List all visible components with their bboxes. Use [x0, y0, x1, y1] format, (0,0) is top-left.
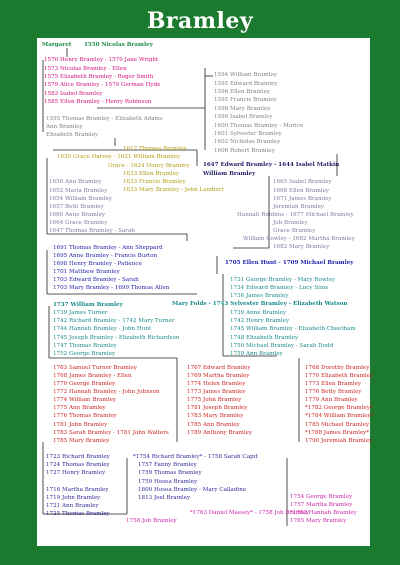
person-entry: 1633 Francis Bramley: [123, 179, 186, 185]
person-entry: 1790 Jeremiah Bramley: [305, 438, 373, 444]
person-entry: 1742 Henry Bramley: [230, 318, 290, 324]
person-entry: 1668 Ellen Bramley: [273, 188, 330, 194]
person-entry: 1747 Thomas Bramley: [53, 343, 117, 349]
person-entry: *1784 William Bramley*: [305, 413, 374, 419]
person-entry: 1773 James Bramley: [187, 389, 246, 395]
person-entry: 1789 Anthony Bramley: [187, 430, 253, 436]
person-entry: 1703 Edward Bramley - Sarah: [53, 277, 139, 283]
person-entry: 1602 Nicholas Bramley: [214, 139, 281, 145]
person-entry: 1647 Thomas Bramley - Sarah: [49, 228, 135, 234]
person-entry: 1739 Anne Bramley: [230, 310, 287, 316]
person-entry: 1598 Mary Bramley: [214, 106, 271, 112]
person-entry: 1600 Thomas Bramley - Morice: [214, 123, 304, 129]
person-entry: 1657 Beth Bramley: [49, 204, 104, 210]
person-entry: 1617 Thomas Bramley: [123, 146, 187, 152]
person-entry: 1647 Edward Bramley - 1644 Isabel Matkin: [203, 162, 340, 168]
person-entry: 1781 Joseph Bramley: [187, 405, 248, 411]
family-tree-sheet: [37, 38, 374, 546]
person-entry: 1665 Isabel Bramley: [273, 179, 332, 185]
person-entry: 1654 William Bramley: [49, 196, 112, 202]
person-entry: 1671 James Bramley: [273, 196, 332, 202]
person-entry: 1703 Mary Bramley - 1699 Thomas Allen: [53, 285, 170, 291]
person-entry: 1723 Richard Bramley: [46, 454, 110, 460]
person-entry: 1719 John Bramley: [46, 495, 101, 501]
person-entry: *1754 Richard Bramley* - 1758 Sarah Capit: [133, 454, 258, 460]
person-entry: 1770 George Bramley: [53, 381, 116, 387]
person-entry: Elizabeth Bramley: [46, 132, 99, 138]
person-entry: 1813 Joel Bramley: [138, 495, 191, 501]
person-entry: 1596 Ellen Bramley: [214, 89, 271, 95]
person-entry: 1695 Anne Bramley - Francis Burton: [53, 253, 158, 259]
person-entry: William Cowley - 1682 Martha Bramley: [243, 236, 355, 242]
person-entry: 1650 Ann Bramley: [49, 179, 102, 185]
person-entry: 1595 Edward Bramley: [214, 81, 278, 87]
person-entry: *1782 George Bramley*: [305, 405, 373, 411]
person-entry: 1727 Henry Bramley: [46, 470, 106, 476]
person-entry: 1599 Isabel Bramley: [214, 114, 273, 120]
person-entry: 1754 George Bramley: [290, 494, 353, 500]
person-entry: 1752 George Bramley: [53, 351, 116, 357]
person-entry: 1758 Job Bramley: [126, 518, 177, 524]
person-entry: 1570 Henry Bramley - 1570 Jane Wright: [44, 57, 159, 63]
person-entry: 1768 James Bramley - Ellen: [53, 373, 132, 379]
person-entry: 1633 Ellen Bramley: [123, 171, 180, 177]
person-entry: Hannah Robbins - 1677 Michael Bramley: [237, 212, 354, 218]
person-entry: 1601 Sylvester Bramley: [214, 131, 282, 137]
person-entry: 1759 Ann Bramley: [230, 351, 283, 357]
person-entry: 1776 Thomas Bramley: [53, 413, 117, 419]
person-entry: 1779 Ann Bramley: [305, 397, 358, 403]
person-entry: 1785 Mary Bramley: [53, 438, 110, 444]
person-entry: 1783 Mary Bramley: [187, 413, 244, 419]
person-entry: 1734 Edward Bramley - Lucy Sims: [230, 285, 329, 291]
person-entry: Ann Bramley: [46, 124, 83, 130]
person-entry: 1731 George Bramley - Mary Rowley: [230, 277, 335, 283]
person-entry: 1606 Robert Bramley: [214, 148, 275, 154]
person-entry: 1783 Sarah Bramley - 1781 John Walters: [53, 430, 169, 436]
person-entry: 1701 Matthew Bramley: [53, 269, 120, 275]
person-entry: 1770 Elizabeth Bramley: [305, 373, 374, 379]
person-entry: *1762 Hannah Bramley: [290, 510, 357, 516]
person-entry: Mary Folds - 1743 Sylvester Bramley - Elizabeth Watson: [172, 301, 348, 307]
person-entry: William Bramley: [203, 171, 256, 177]
person-entry: 1744 Hannah Bramley - John Hunt: [53, 326, 152, 332]
person-entry: 1759 Thomas Bramley: [138, 470, 202, 476]
person-entry: 1585 Ellen Bramley - Henry Robinson: [44, 99, 152, 105]
person-entry: 1682 Mary Bramley: [273, 244, 330, 250]
person-entry: 1776 Betty Bramley: [305, 389, 362, 395]
person-entry: 1595 Thomas Bramley - Elizabeth Adams: [46, 116, 163, 122]
person-entry: 1579 Alice Bramley - 1579 German Hyde: [44, 82, 161, 88]
person-entry: 1774 Helen Bramley: [187, 381, 246, 387]
person-entry: 1739 James Turner: [53, 310, 108, 316]
person-entry: 1691 Thomas Bramley - Ann Sheppard: [53, 245, 163, 251]
person-entry: 1800 Hosea Bramley - Mary Calladine: [138, 487, 247, 493]
person-entry: 1745 William Bramley - Elizabeth Cheetham: [230, 326, 356, 332]
person-entry: 1775 Ann Bramley: [53, 405, 106, 411]
person-entry: 1633 Mary Bramley - John Lambert: [123, 187, 224, 193]
person-entry: Job Bramley: [273, 220, 308, 226]
person-entry: 1781 John Bramley: [53, 422, 108, 428]
person-entry: 1748 Elizabeth Bramley: [230, 335, 299, 341]
person-entry: 1594 William Bramley: [214, 72, 277, 78]
person-entry: 1772 Hannah Bramley - John Johnson: [53, 389, 160, 395]
person-entry: 1765 Mary Bramley: [290, 518, 347, 524]
person-entry: 1575 Elizabeth Bramley - Roger Smith: [44, 74, 154, 80]
person-entry: 1767 Edward Bramley: [187, 365, 251, 371]
person-entry: 1664 Grace Bramley: [49, 220, 108, 226]
person-entry: 1785 Ann Bramley: [187, 422, 240, 428]
person-entry: 1583 Isabel Bramley: [44, 91, 103, 97]
person-entry: 1757 Martha Bramley: [290, 502, 353, 508]
person-entry: 1721 Ann Bramley: [46, 503, 99, 509]
person-entry: 1698 Henry Bramley - Patience: [53, 261, 142, 267]
person-entry: 1785 Michael Bramley: [305, 422, 370, 428]
person-entry: 1620 Grace Darvey - 1621 William Bramley: [57, 154, 181, 160]
person-entry: Jeremiah Bramley: [273, 204, 325, 210]
person-entry: 1725 Thomas Bramley: [46, 511, 110, 517]
person-entry: 1775 John Bramley: [187, 397, 242, 403]
person-entry: Margaret: [42, 42, 72, 48]
person-entry: 1774 William Bramley: [53, 397, 116, 403]
person-entry: 1716 Martha Bramley: [46, 487, 109, 493]
person-entry: 1763 Samuel Turner Bramley: [53, 365, 138, 371]
person-entry: 1745 Joseph Bramley - Elizabeth Richardson: [53, 335, 180, 341]
person-entry: 1595 Francis Bramley: [214, 97, 277, 103]
person-entry: 1769 Martha Bramley: [187, 373, 250, 379]
person-entry: 1768 Dorothy Bramley: [305, 365, 370, 371]
person-entry: 1736 James Bramley: [230, 293, 289, 299]
person-entry: *1788 James Bramley*: [305, 430, 370, 436]
person-entry: 1737 William Bramley: [53, 302, 123, 308]
person-entry: 1773 Ellen Bramley: [305, 381, 362, 387]
person-entry: 1550 Nicolas Bramley: [84, 42, 153, 48]
person-entry: 1705 Ellen Hunt - 1709 Michael Bramley: [225, 260, 354, 266]
person-entry: 1757 Fanny Bramley: [138, 462, 197, 468]
person-entry: 1660 Anne Bramley: [49, 212, 106, 218]
person-entry: 1652 Maria Bramley: [49, 188, 108, 194]
person-entry: Grace Bramley: [273, 228, 316, 234]
person-entry: 1724 Thomas Bramley: [46, 462, 110, 468]
page-title: Bramley: [146, 8, 254, 34]
person-entry: Grace - 1624 Henry Bramley: [108, 163, 190, 169]
person-entry: 1742 Richard Bramley - 1742 Mary Turner: [53, 318, 175, 324]
person-entry: 1573 Nicolas Bramley - Ellen: [44, 66, 127, 72]
person-entry: 1750 Michael Bramley - Sarah Dodd: [230, 343, 334, 349]
person-entry: *1763 Daniel Massey* - 1758 Job Bramley: [190, 510, 310, 516]
person-entry: 1759 Hosea Bramley: [138, 479, 198, 485]
